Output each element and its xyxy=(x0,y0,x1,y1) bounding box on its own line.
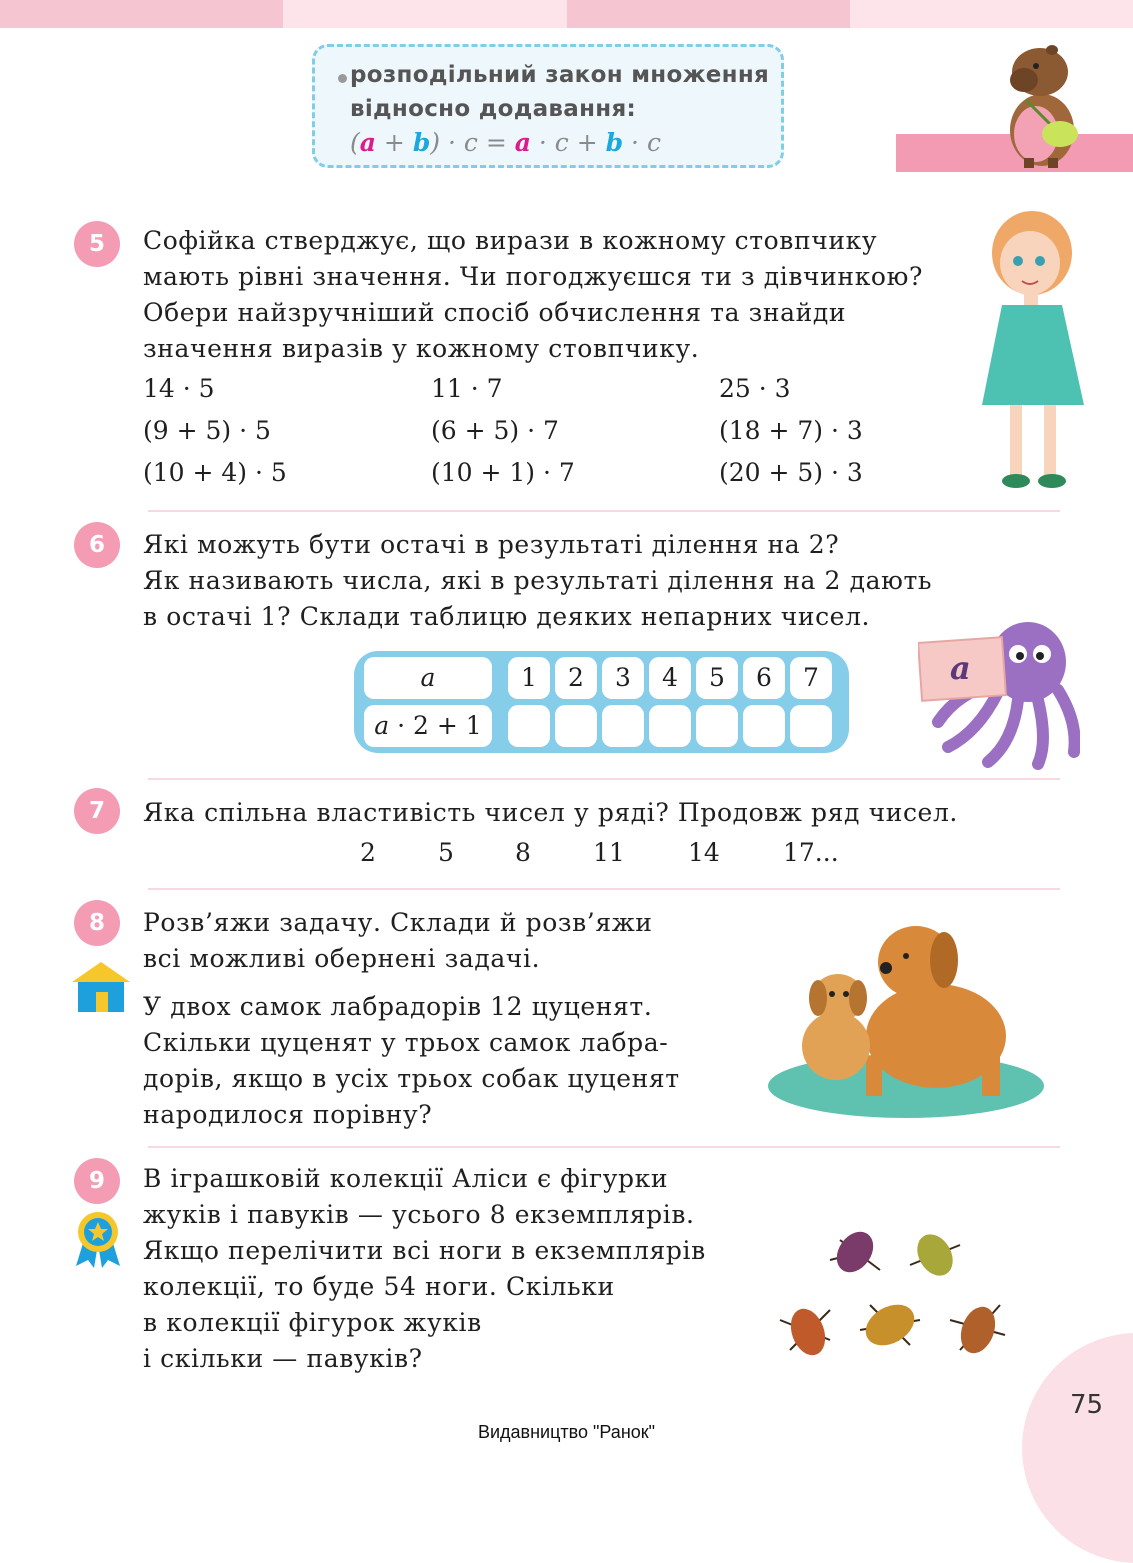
divider xyxy=(148,1146,1060,1148)
expression: 14 · 5 xyxy=(143,374,215,403)
task6-line-2: Як називають числа, які в результаті ділення на 2 дають xyxy=(143,566,933,595)
distributive-formula: (a + b) · c = a · c + b · c xyxy=(350,128,661,157)
table-empty-cell[interactable] xyxy=(508,705,550,747)
expression: (6 + 5) · 7 xyxy=(431,416,559,445)
sequence-number: 8 xyxy=(515,838,531,867)
table-header-formula: a · 2 + 1 xyxy=(364,705,492,747)
octopus-illustration xyxy=(918,612,1080,772)
task9-line-3: Якщо перелічити всі ноги в екземплярів xyxy=(143,1236,706,1265)
table-value: 4 xyxy=(649,657,691,699)
capybara-illustration xyxy=(996,30,1088,170)
top-stripe xyxy=(0,0,1133,28)
star-badge-icon xyxy=(72,1210,124,1268)
table-empty-cell[interactable] xyxy=(555,705,597,747)
table-value: 2 xyxy=(555,657,597,699)
card-letter: a xyxy=(950,649,971,687)
divider xyxy=(148,510,1060,512)
divider xyxy=(148,778,1060,780)
bullet-icon xyxy=(338,74,347,83)
table-value: 7 xyxy=(790,657,832,699)
house-icon xyxy=(70,960,132,1014)
expression: (10 + 1) · 7 xyxy=(431,458,575,487)
expression: (9 + 5) · 5 xyxy=(143,416,271,445)
table-value: 6 xyxy=(743,657,785,699)
task-number-7: 7 xyxy=(74,788,120,834)
task6-line-1: Які можуть бути остачі в результаті ділення на 2? xyxy=(143,530,840,559)
sequence-number: 14 xyxy=(688,838,720,867)
problem-line-2: Скільки цуценят у трьох самок лабра- xyxy=(143,1028,669,1057)
expression: (10 + 4) · 5 xyxy=(143,458,287,487)
task5-line-4: значення виразів у кожному стовпчику. xyxy=(143,334,700,363)
expression: (18 + 7) · 3 xyxy=(719,416,863,445)
problem-line-3: дорів, якщо в усіх трьох собак цуценят xyxy=(143,1064,680,1093)
dogs-illustration xyxy=(766,916,1048,1120)
task8-line-2: всі можливі обернені задачі. xyxy=(143,944,541,973)
expression: (20 + 5) · 3 xyxy=(719,458,863,487)
task5-line-3: Обери найзручніший спосіб обчислення та знайди xyxy=(143,298,847,327)
rule-line-1: розподільний закон множення xyxy=(350,62,770,88)
table-empty-cell[interactable] xyxy=(743,705,785,747)
table-value: 1 xyxy=(508,657,550,699)
publisher: Видавництво "Ранок" xyxy=(477,1422,656,1442)
table-empty-cell[interactable] xyxy=(696,705,738,747)
expression: 25 · 3 xyxy=(719,374,791,403)
page-corner xyxy=(1022,1333,1133,1563)
rule-line-2: відносно додавання: xyxy=(350,96,637,122)
task6-line-3: в остачі 1? Склади таблицю деяких непарних чисел. xyxy=(143,602,871,631)
task-number-5: 5 xyxy=(74,221,120,267)
sequence-number: 5 xyxy=(438,838,454,867)
girl-illustration xyxy=(966,205,1096,495)
task8-line-1: Розв’яжи задачу. Склади й розв’яжи xyxy=(143,908,653,937)
task9-line-4: колекції, то буде 54 ноги. Скільки xyxy=(143,1272,615,1301)
divider xyxy=(148,888,1060,890)
page-number: 75 xyxy=(1070,1390,1104,1420)
task5-line-1: Софійка стверджує, що вирази в кожному стовпчику xyxy=(143,226,878,255)
task-number-9: 9 xyxy=(74,1158,120,1204)
expression: 11 · 7 xyxy=(431,374,503,403)
table-empty-cell[interactable] xyxy=(649,705,691,747)
odd-numbers-table xyxy=(354,651,849,753)
sequence-number: 11 xyxy=(593,838,625,867)
task9-line-6: і скільки — павуків? xyxy=(143,1344,423,1373)
task-number-8: 8 xyxy=(74,900,120,946)
table-header-a: a xyxy=(364,657,492,699)
table-empty-cell[interactable] xyxy=(602,705,644,747)
table-value: 3 xyxy=(602,657,644,699)
beetles-illustration xyxy=(770,1210,1030,1370)
task-number-6: 6 xyxy=(74,522,120,568)
sequence-number: 2 xyxy=(360,838,376,867)
task9-line-2: жуків і павуків — усього 8 екземплярів. xyxy=(143,1200,695,1229)
task9-line-1: В іграшковій колекції Аліси є фігурки xyxy=(143,1164,669,1193)
task9-line-5: в колекції фігурок жуків xyxy=(143,1308,482,1337)
table-empty-cell[interactable] xyxy=(790,705,832,747)
sequence-number: 17... xyxy=(783,838,839,867)
problem-line-4: народилося порівну? xyxy=(143,1100,433,1129)
problem-line-1: У двох самок лабрадорів 12 цуценят. xyxy=(143,992,653,1021)
table-value: 5 xyxy=(696,657,738,699)
task7-line-1: Яка спільна властивість чисел у ряді? Продовж ряд чисел. xyxy=(143,798,958,827)
task5-line-2: мають рівні значення. Чи погоджуєшся ти з дівчинкою? xyxy=(143,262,923,291)
